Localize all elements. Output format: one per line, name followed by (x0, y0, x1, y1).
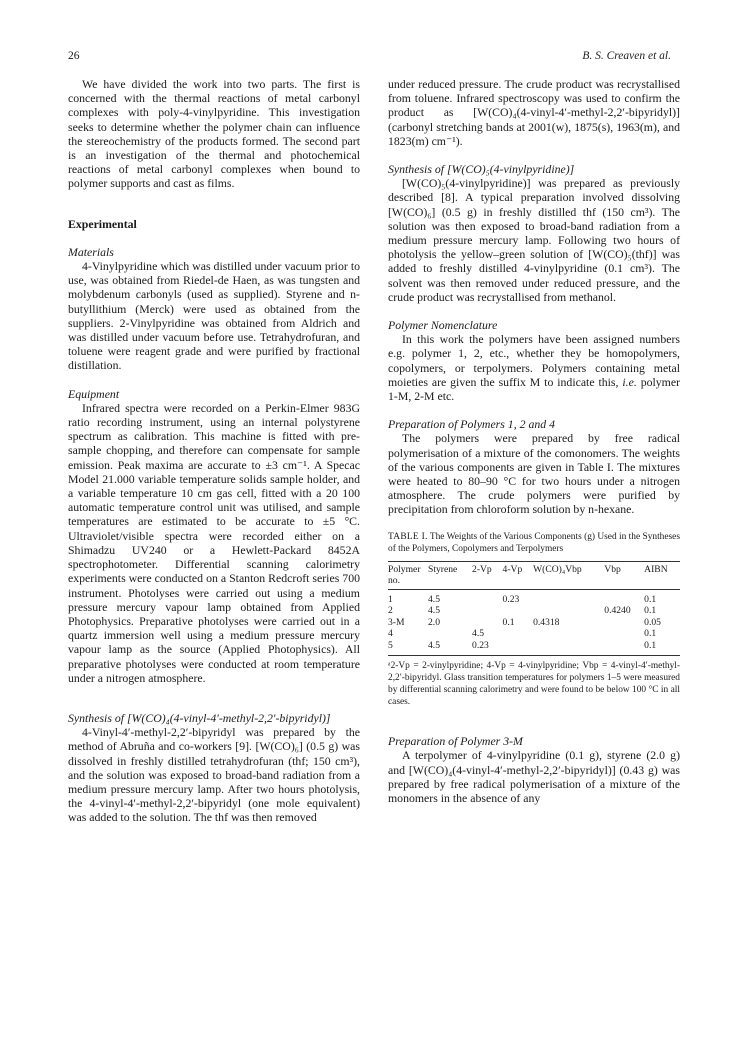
materials-heading: Materials (68, 244, 114, 259)
experimental-heading: Experimental (68, 216, 137, 231)
materials-paragraph: 4-Vinylpyridine which was distilled under vacuum prior to use, was obtained from Riedel-de Haen, as was tungsten and molybdenum carbonyls (used as supplied). Styrene and n-butyllithium (Merck) were used as obtained from the suppliers. 2-Vinylpyridine was obtained from Aldrich and was distilled under vacuum before use. Tetrahydrofuran, and toluene were reagent grade and were purified by fractional distillation. (68, 259, 360, 373)
table-header-cell: Styrene (428, 563, 458, 575)
table-cell: 0.4318 (533, 616, 560, 628)
table-row (388, 628, 680, 640)
table-cell: 4.5 (428, 639, 440, 651)
table-cell (604, 640, 644, 652)
table-header-cell: AIBN (644, 563, 668, 575)
table-cell: 0.05 (644, 616, 661, 628)
table-cell: 0.1 (644, 628, 657, 640)
table-cell: 0.23 (472, 639, 489, 651)
table-footnote: ᵃ2-Vp = 2-vinylpyridine; 4-Vp = 4-vinylpyridine; Vbp = 4-vinyl-4′-methyl-2,2′-bipyridyl. Glass transition temperatures for polymers 1–5 were measured by differential scanning calorimetry and were found to be below 100 °C in all cases. (388, 661, 680, 708)
table-header-rule (388, 589, 680, 590)
table-cell: 3-M (388, 616, 405, 628)
table-cell: 0.1 (644, 639, 657, 651)
intro-paragraph: We have divided the work into two parts. The first is concerned with the thermal reactions of metal carbonyl complexes with poly-4-vinylpyridine. This investigation seeks to determine whether the polymer chain can influence the stereochemistry of the products formed. The second part is an investigation of the thermal and photochemical reactions of metal carbonyl complexes when bound to polymer supports and cast as films. (68, 77, 360, 191)
synthesis-wco4-heading: Synthesis of [W(CO)₄(4-vinyl-4′-methyl-2,2′-bipyridyl)] (68, 710, 331, 725)
equipment-paragraph: Infrared spectra were recorded on a Perkin-Elmer 983G ratio recording instrument, using an internal polystyrene spectrum as calibration. This machine is fitted with pre-sample chopping, and therefore can compensate for sample emission. Peak maxima are accurate to ±3 cm⁻¹. A Specac Model 21.000 variable temperature solids sample holder, and a variable temperature 10 cm gas cell, fitted with a 20 100 automatic temperature control unit was utilised, and sample temperatures are estimated to be accurate to ±5 °C. Ultraviolet/visible spectra were recorded either on a Shimadzu UV240 or a Hewlett-Packard 8452A spectrophotometer. Differential scanning calorimetry experiments were conducted on a Stanton Redcroft series 700 instrument. Photolyses were carried out using a medium pressure mercury vapour lamp obtained from Applied Photophysics. Preparative photolyses were carried out in a quartz immersion well using a medium pressure mercury vapour lamp as the source (Applied Photophysics). All preparative photolyses were conducted at room temperature under a nitrogen atmosphere. (68, 400, 360, 685)
synthesis-wco5-heading: Synthesis of [W(CO)₅(4-vinylpyridine)] (388, 162, 575, 177)
table-header-cell: Vbp (604, 563, 621, 575)
table-header-cell: W(CO)₄Vbp (533, 563, 582, 575)
polymer-3m-paragraph: A terpolymer of 4-vinylpyridine (0.1 g), styrene (2.0 g) and [W(CO)₄(4-vinyl-4′-methyl-2,2′-bipyridyl)] (0.43 g) was prepared by free radical polymerisation of a mixture of the monomers in the absence of any (388, 748, 680, 805)
table-cell (503, 605, 534, 617)
table-cell: 0.1 (644, 593, 657, 605)
table-cell: 1 (388, 593, 393, 605)
table-cell (533, 605, 604, 617)
preparation-paragraph: The polymers were prepared by free radical polymerisation of a mixture of the comonomers. The weights of the various components are given in Table I. The mixtures were heated to 80–90 °C for two hours under a nitrogen atmosphere. The crude polymers were purified by precipitation from chloroform solution by n-hexane. (388, 431, 680, 517)
preparation-heading: Preparation of Polymers 1, 2 and 4 (388, 417, 555, 432)
table-cell (604, 594, 644, 606)
nomenclature-heading: Polymer Nomenclature (388, 318, 498, 333)
table-cell: 0.1 (502, 616, 515, 628)
table-cell: 2 (388, 605, 393, 617)
table-header-row (388, 562, 680, 589)
synthesis-wco4-paragraph: 4-Vinyl-4′-methyl-2,2′-bipyridyl was prepared by the method of Abruña and co-workers [9]. [W(CO)₆] (0.5 g) was dissolved in freshly distilled tetrahydrofuran (thf; 150 cm³), and the solution was exposed to broad-band radiation from a medium pressure mercury lamp. After two hours photolysis, the 4-vinyl-4′-methyl-2,2′-bipyridyl (one mole equivalent) was added to the solution. The thf was then removed (68, 725, 360, 825)
table-cell (533, 594, 604, 606)
table-bottom-rule (388, 655, 680, 656)
nomenclature-paragraph: In this work the polymers have been assigned numbers e.g. polymer 1, 2, etc., whether they be homopolymers, copolymers, or terpolymers. Polymers containing metal moieties are given the suffix M to indicate this, i.e. polymer 1-M, 2-M etc. (388, 332, 681, 404)
table-cell: 4.5 (428, 605, 440, 617)
table-cell (604, 617, 644, 629)
table-cell: 0.1 (644, 605, 657, 617)
page-number: 26 (68, 50, 80, 62)
equipment-heading: Equipment (68, 386, 120, 401)
synthesis-wco5-paragraph: [W(CO)₅(4-vinylpyridine)] was prepared as previously described [8]. A typical preparation involved dissolving [W(CO)₆] (0.5 g) in freshly distilled thf (150 cm³). The solution was then exposed to broad-band radiation from a medium pressure mercury lamp. Following two hours of photolysis the yellow–green solution of [W(CO)₅(thf)] was added to freshly distilled 4-vinylpyridine (0.1 cm³). The solvent was then removed under reduced pressure, and the crude product was recrystallised from methanol. (388, 176, 680, 304)
right-column (388, 77, 680, 805)
table-cell (503, 640, 534, 652)
running-authors: B. S. Creaven et al. (582, 50, 671, 62)
table-cell: 2.0 (428, 616, 440, 628)
table-row (388, 594, 680, 606)
left-column (68, 77, 360, 825)
running-header (68, 50, 671, 66)
continued-paragraph: under reduced pressure. The crude product was recrystallised from toluene. Infrared spectroscopy was used to confirm the product as [W(CO)₄(4-vinyl-4′-methyl-2,2′-bipyridyl)] (carbonyl stretching bands at 2001(w), 1875(s), 1963(m), and 1823(m) cm⁻¹). (388, 77, 680, 148)
table-cell (472, 617, 503, 629)
table-row (388, 617, 680, 629)
weights-table (388, 562, 680, 652)
table-cell (472, 605, 503, 617)
table-header-cell: 2-Vp (472, 563, 492, 575)
table-cell: 0.23 (502, 593, 520, 605)
table-header-cell: 4-Vp (502, 563, 523, 575)
polymer-3m-heading: Preparation of Polymer 3-M (388, 734, 523, 749)
table-cell (533, 640, 604, 652)
table-cell (503, 628, 534, 640)
table-cell: 4 (388, 628, 393, 640)
table-caption: TABLE I. The Weights of the Various Components (g) Used in the Syntheses of the Polymers, Copolymers and Terpolymers (388, 531, 680, 554)
table-row (388, 605, 680, 617)
table-cell: 5 (388, 639, 393, 651)
table-row (388, 640, 680, 652)
table-cell (533, 628, 604, 640)
table-cell: 4.5 (428, 593, 440, 605)
table-cell: 0.4240 (604, 605, 631, 617)
table-cell: 4.5 (472, 628, 485, 640)
table-cell (428, 628, 472, 640)
table-cell (472, 594, 503, 606)
table-cell (604, 628, 644, 640)
table-header-cell: Polymer no. (388, 563, 421, 587)
